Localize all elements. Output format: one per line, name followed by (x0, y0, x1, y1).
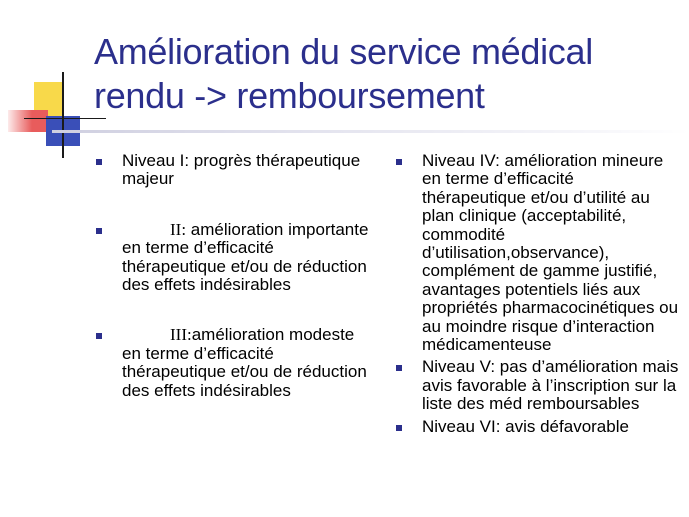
bullet-icon (96, 228, 102, 234)
list-item-prefix: II: (170, 219, 187, 239)
left-column-list (96, 152, 376, 400)
bullet-icon (96, 333, 102, 339)
list-item-text: Niveau I: progrès thérapeutique majeur (122, 151, 361, 189)
logo-vertical-line (62, 72, 64, 158)
slide-title: Amélioration du service médical rendu -> remboursement (94, 31, 593, 116)
list-item-niveau-6 (396, 418, 681, 436)
right-column-list (396, 152, 681, 436)
list-item-text: Niveau VI: avis défavorable (422, 416, 629, 436)
logo-red-square (8, 110, 48, 132)
list-item-text: amélioration importante en terme d’efficacité thérapeutique et/ou de réduction des effets indésirables (122, 219, 369, 295)
list-item-niveau-4 (396, 152, 681, 354)
bullet-icon (96, 159, 102, 165)
bullet-icon (396, 159, 402, 165)
bullet-icon (396, 365, 402, 371)
title-divider (52, 130, 689, 133)
list-item-text: Niveau V: pas d’amélioration mais avis favorable à l’inscription sur la liste des méd remboursables (422, 357, 679, 414)
list-item-niveau-2 (96, 221, 376, 295)
list-item-prefix: III: (170, 325, 192, 345)
list-item-text: Niveau IV: amélioration mineure en terme d’efficacité thérapeutique et/ou d’utilité au plan clinique (acceptabilité, commodité d’utilisation,observance), complément de gamme justifié, avantages potentiels liés aux propriétés pharmacocinétiques ou au moindre risque d’interaction médicamenteuse (422, 151, 679, 355)
list-item-text: amélioration modeste en terme d’efficacité thérapeutique et/ou de réduction des effets indésirables (122, 325, 367, 400)
list-item-niveau-5 (396, 358, 681, 413)
logo-horizontal-line (24, 118, 106, 119)
bullet-icon (396, 425, 402, 431)
list-item-niveau-3 (96, 326, 376, 400)
list-item-niveau-1 (96, 152, 376, 189)
